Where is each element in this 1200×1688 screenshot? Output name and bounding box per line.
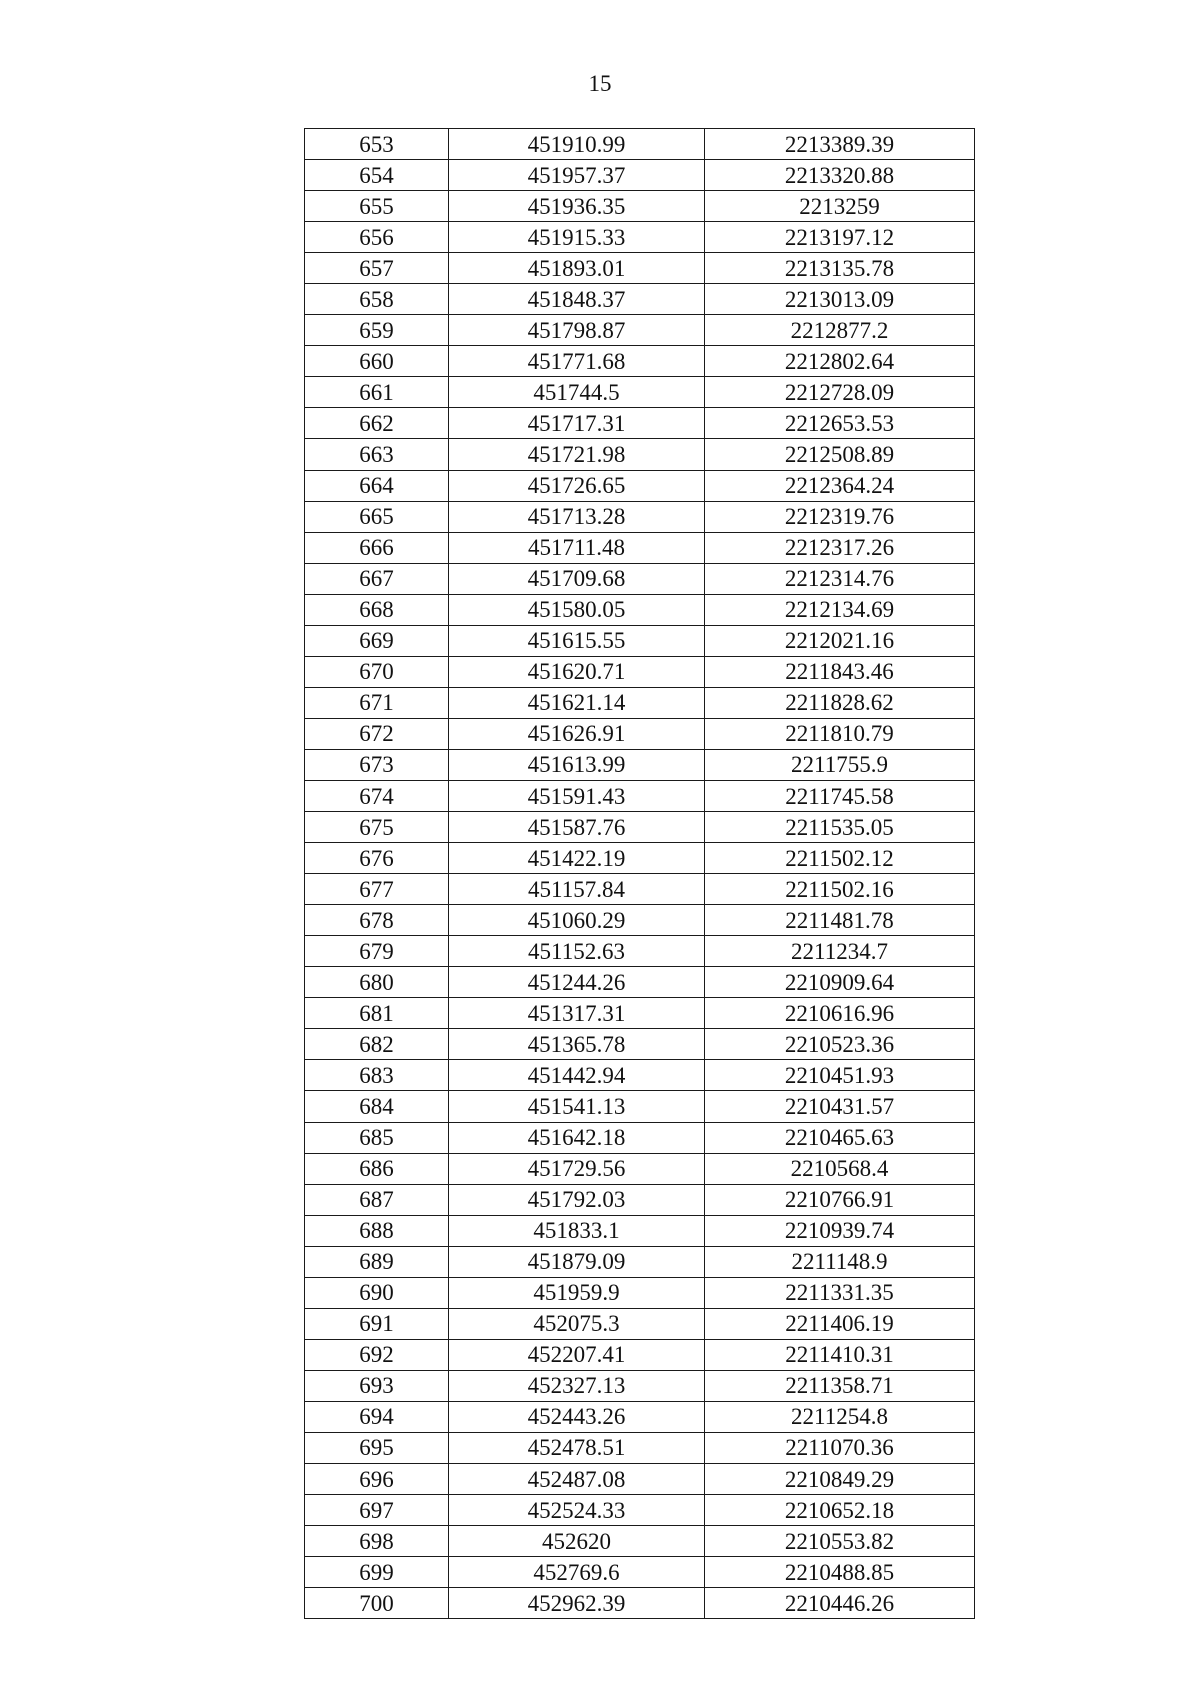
y-coordinate-cell: 2213013.09 (705, 284, 975, 315)
y-coordinate-cell: 2212728.09 (705, 377, 975, 408)
x-coordinate-cell: 451936.35 (449, 191, 705, 222)
page-number: 15 (588, 71, 612, 96)
x-coordinate-cell: 451792.03 (449, 1184, 705, 1215)
point-number-cell: 694 (305, 1401, 449, 1432)
x-coordinate-cell: 451833.1 (449, 1215, 705, 1246)
table-row (305, 1277, 975, 1308)
x-coordinate-cell: 451729.56 (449, 1153, 705, 1184)
x-coordinate-cell: 451959.9 (449, 1277, 705, 1308)
y-coordinate-cell: 2212317.26 (705, 532, 975, 563)
table-row (305, 1091, 975, 1122)
table-row (305, 501, 975, 532)
x-coordinate-cell: 451726.65 (449, 470, 705, 501)
point-number-cell: 661 (305, 377, 449, 408)
point-number-cell: 671 (305, 687, 449, 718)
table-row (305, 191, 975, 222)
y-coordinate-cell: 2212021.16 (705, 625, 975, 656)
point-number-cell: 677 (305, 874, 449, 905)
x-coordinate-cell: 452620 (449, 1526, 705, 1557)
point-number-cell: 654 (305, 160, 449, 191)
x-coordinate-cell: 452478.51 (449, 1432, 705, 1463)
point-number-cell: 699 (305, 1557, 449, 1588)
x-coordinate-cell: 451365.78 (449, 1029, 705, 1060)
y-coordinate-cell: 2211331.35 (705, 1277, 975, 1308)
x-coordinate-cell: 451422.19 (449, 843, 705, 874)
table-row (305, 1060, 975, 1091)
point-number-cell: 693 (305, 1370, 449, 1401)
table-row (305, 1308, 975, 1339)
x-coordinate-cell: 451152.63 (449, 936, 705, 967)
point-number-cell: 673 (305, 749, 449, 780)
table-row (305, 625, 975, 656)
y-coordinate-cell: 2211481.78 (705, 905, 975, 936)
y-coordinate-cell: 2212877.2 (705, 315, 975, 346)
y-coordinate-cell: 2211843.46 (705, 656, 975, 687)
table-row (305, 936, 975, 967)
x-coordinate-cell: 451957.37 (449, 160, 705, 191)
y-coordinate-cell: 2210849.29 (705, 1464, 975, 1495)
x-coordinate-cell: 451798.87 (449, 315, 705, 346)
x-coordinate-cell: 451642.18 (449, 1122, 705, 1153)
y-coordinate-cell: 2210568.4 (705, 1153, 975, 1184)
table-row (305, 1029, 975, 1060)
table-row (305, 346, 975, 377)
point-number-cell: 686 (305, 1153, 449, 1184)
table-row (305, 439, 975, 470)
x-coordinate-cell: 451541.13 (449, 1091, 705, 1122)
x-coordinate-cell: 451848.37 (449, 284, 705, 315)
x-coordinate-cell: 451442.94 (449, 1060, 705, 1091)
x-coordinate-cell: 451587.76 (449, 812, 705, 843)
point-number-cell: 698 (305, 1526, 449, 1557)
y-coordinate-cell: 2210652.18 (705, 1495, 975, 1526)
x-coordinate-cell: 451771.68 (449, 346, 705, 377)
y-coordinate-cell: 2212319.76 (705, 501, 975, 532)
x-coordinate-cell: 452075.3 (449, 1308, 705, 1339)
x-coordinate-cell: 451580.05 (449, 594, 705, 625)
point-number-cell: 657 (305, 253, 449, 284)
y-coordinate-cell: 2211535.05 (705, 812, 975, 843)
table-row (305, 1122, 975, 1153)
y-coordinate-cell: 2211810.79 (705, 718, 975, 749)
y-coordinate-cell: 2210451.93 (705, 1060, 975, 1091)
table-row (305, 1495, 975, 1526)
table-row (305, 1432, 975, 1463)
x-coordinate-cell: 451893.01 (449, 253, 705, 284)
x-coordinate-cell: 451717.31 (449, 408, 705, 439)
coordinates-table-container (304, 128, 975, 1619)
coordinates-table-body (305, 129, 975, 1619)
y-coordinate-cell: 2212802.64 (705, 346, 975, 377)
point-number-cell: 675 (305, 812, 449, 843)
y-coordinate-cell: 2210616.96 (705, 998, 975, 1029)
point-number-cell: 672 (305, 718, 449, 749)
y-coordinate-cell: 2210523.36 (705, 1029, 975, 1060)
table-row (305, 1184, 975, 1215)
point-number-cell: 676 (305, 843, 449, 874)
y-coordinate-cell: 2212314.76 (705, 563, 975, 594)
point-number-cell: 689 (305, 1246, 449, 1277)
y-coordinate-cell: 2210766.91 (705, 1184, 975, 1215)
x-coordinate-cell: 452524.33 (449, 1495, 705, 1526)
coordinates-table (304, 128, 975, 1619)
y-coordinate-cell: 2211406.19 (705, 1308, 975, 1339)
y-coordinate-cell: 2211254.8 (705, 1401, 975, 1432)
y-coordinate-cell: 2211070.36 (705, 1432, 975, 1463)
point-number-cell: 683 (305, 1060, 449, 1091)
table-row (305, 253, 975, 284)
x-coordinate-cell: 451317.31 (449, 998, 705, 1029)
y-coordinate-cell: 2211502.16 (705, 874, 975, 905)
y-coordinate-cell: 2211358.71 (705, 1370, 975, 1401)
point-number-cell: 687 (305, 1184, 449, 1215)
table-row (305, 1464, 975, 1495)
point-number-cell: 662 (305, 408, 449, 439)
x-coordinate-cell: 451615.55 (449, 625, 705, 656)
point-number-cell: 700 (305, 1588, 449, 1619)
point-number-cell: 668 (305, 594, 449, 625)
x-coordinate-cell: 451915.33 (449, 222, 705, 253)
point-number-cell: 674 (305, 780, 449, 811)
point-number-cell: 655 (305, 191, 449, 222)
y-coordinate-cell: 2212134.69 (705, 594, 975, 625)
x-coordinate-cell: 451709.68 (449, 563, 705, 594)
y-coordinate-cell: 2213135.78 (705, 253, 975, 284)
point-number-cell: 670 (305, 656, 449, 687)
x-coordinate-cell: 451626.91 (449, 718, 705, 749)
x-coordinate-cell: 452487.08 (449, 1464, 705, 1495)
table-row (305, 1557, 975, 1588)
y-coordinate-cell: 2211148.9 (705, 1246, 975, 1277)
table-row (305, 377, 975, 408)
table-row (305, 470, 975, 501)
y-coordinate-cell: 2211234.7 (705, 936, 975, 967)
y-coordinate-cell: 2210446.26 (705, 1588, 975, 1619)
point-number-cell: 669 (305, 625, 449, 656)
y-coordinate-cell: 2210939.74 (705, 1215, 975, 1246)
y-coordinate-cell: 2211755.9 (705, 749, 975, 780)
point-number-cell: 681 (305, 998, 449, 1029)
table-row (305, 687, 975, 718)
point-number-cell: 691 (305, 1308, 449, 1339)
point-number-cell: 660 (305, 346, 449, 377)
x-coordinate-cell: 452962.39 (449, 1588, 705, 1619)
point-number-cell: 678 (305, 905, 449, 936)
table-row (305, 749, 975, 780)
table-row (305, 718, 975, 749)
point-number-cell: 680 (305, 967, 449, 998)
point-number-cell: 688 (305, 1215, 449, 1246)
y-coordinate-cell: 2211502.12 (705, 843, 975, 874)
y-coordinate-cell: 2211745.58 (705, 780, 975, 811)
table-row (305, 998, 975, 1029)
y-coordinate-cell: 2211410.31 (705, 1339, 975, 1370)
table-row (305, 315, 975, 346)
point-number-cell: 658 (305, 284, 449, 315)
table-row (305, 1370, 975, 1401)
x-coordinate-cell: 452327.13 (449, 1370, 705, 1401)
x-coordinate-cell: 451711.48 (449, 532, 705, 563)
table-row (305, 1339, 975, 1370)
y-coordinate-cell: 2212653.53 (705, 408, 975, 439)
x-coordinate-cell: 451910.99 (449, 129, 705, 160)
y-coordinate-cell: 2210431.57 (705, 1091, 975, 1122)
point-number-cell: 690 (305, 1277, 449, 1308)
point-number-cell: 679 (305, 936, 449, 967)
table-row (305, 129, 975, 160)
point-number-cell: 696 (305, 1464, 449, 1495)
point-number-cell: 692 (305, 1339, 449, 1370)
point-number-cell: 665 (305, 501, 449, 532)
table-row (305, 284, 975, 315)
point-number-cell: 684 (305, 1091, 449, 1122)
y-coordinate-cell: 2210465.63 (705, 1122, 975, 1153)
point-number-cell: 663 (305, 439, 449, 470)
table-row (305, 222, 975, 253)
table-row (305, 1215, 975, 1246)
x-coordinate-cell: 451620.71 (449, 656, 705, 687)
table-row (305, 532, 975, 563)
table-row (305, 1401, 975, 1432)
x-coordinate-cell: 451613.99 (449, 749, 705, 780)
y-coordinate-cell: 2213389.39 (705, 129, 975, 160)
table-row (305, 1588, 975, 1619)
y-coordinate-cell: 2210909.64 (705, 967, 975, 998)
table-row (305, 967, 975, 998)
point-number-cell: 667 (305, 563, 449, 594)
x-coordinate-cell: 451879.09 (449, 1246, 705, 1277)
x-coordinate-cell: 451157.84 (449, 874, 705, 905)
table-row (305, 1246, 975, 1277)
table-row (305, 843, 975, 874)
x-coordinate-cell: 451713.28 (449, 501, 705, 532)
x-coordinate-cell: 451060.29 (449, 905, 705, 936)
table-row (305, 780, 975, 811)
x-coordinate-cell: 451621.14 (449, 687, 705, 718)
x-coordinate-cell: 451744.5 (449, 377, 705, 408)
point-number-cell: 685 (305, 1122, 449, 1153)
table-row (305, 812, 975, 843)
table-row (305, 656, 975, 687)
x-coordinate-cell: 451721.98 (449, 439, 705, 470)
table-row (305, 905, 975, 936)
point-number-cell: 656 (305, 222, 449, 253)
table-row (305, 594, 975, 625)
point-number-cell: 653 (305, 129, 449, 160)
point-number-cell: 695 (305, 1432, 449, 1463)
point-number-cell: 666 (305, 532, 449, 563)
y-coordinate-cell: 2213259 (705, 191, 975, 222)
table-row (305, 1153, 975, 1184)
table-row (305, 563, 975, 594)
x-coordinate-cell: 452443.26 (449, 1401, 705, 1432)
table-row (305, 160, 975, 191)
x-coordinate-cell: 451244.26 (449, 967, 705, 998)
x-coordinate-cell: 452769.6 (449, 1557, 705, 1588)
y-coordinate-cell: 2212508.89 (705, 439, 975, 470)
x-coordinate-cell: 451591.43 (449, 780, 705, 811)
x-coordinate-cell: 452207.41 (449, 1339, 705, 1370)
point-number-cell: 682 (305, 1029, 449, 1060)
table-row (305, 408, 975, 439)
y-coordinate-cell: 2211828.62 (705, 687, 975, 718)
table-row (305, 874, 975, 905)
table-row (305, 1526, 975, 1557)
y-coordinate-cell: 2213197.12 (705, 222, 975, 253)
point-number-cell: 664 (305, 470, 449, 501)
point-number-cell: 697 (305, 1495, 449, 1526)
y-coordinate-cell: 2210553.82 (705, 1526, 975, 1557)
point-number-cell: 659 (305, 315, 449, 346)
y-coordinate-cell: 2210488.85 (705, 1557, 975, 1588)
y-coordinate-cell: 2212364.24 (705, 470, 975, 501)
y-coordinate-cell: 2213320.88 (705, 160, 975, 191)
